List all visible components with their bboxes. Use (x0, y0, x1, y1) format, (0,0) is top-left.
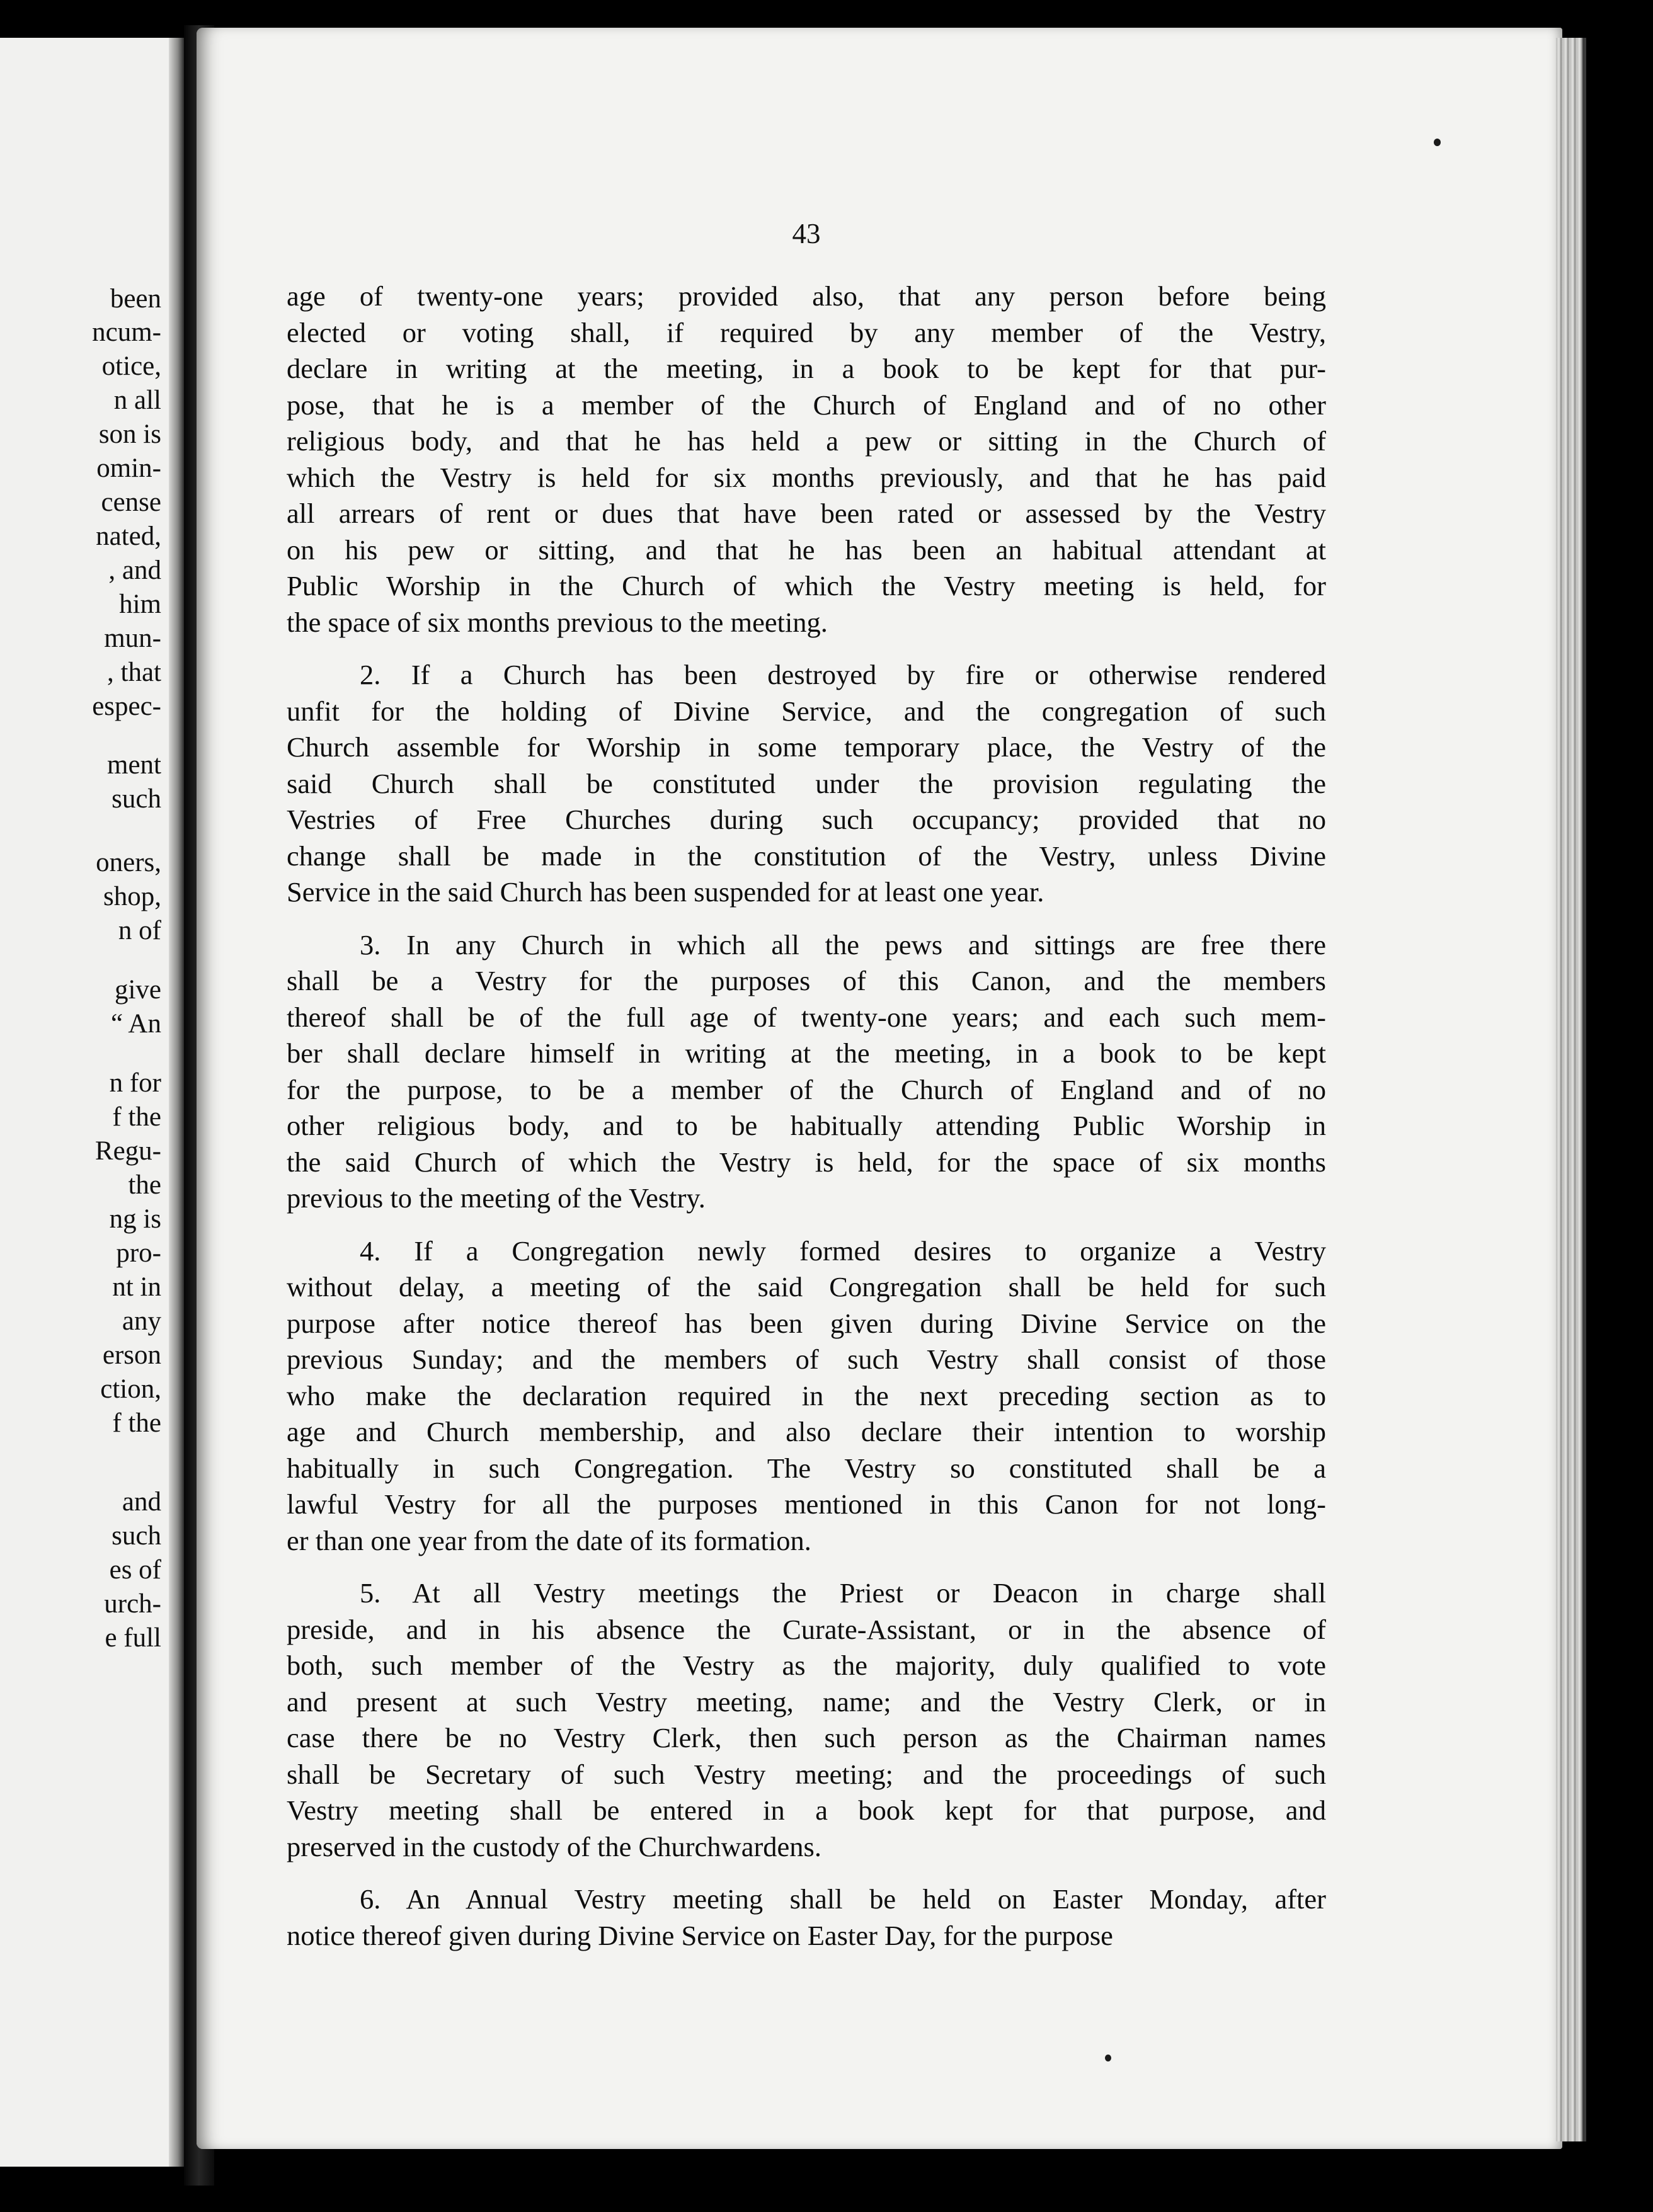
text-line: age and Church membership, and also declare their intention to worship (287, 1416, 1326, 1447)
text-line: preside, and in his absence the Curate-Assistant, or in the absence of (287, 1613, 1326, 1645)
facing-page-line: nated, (96, 522, 161, 551)
facing-page-line: urch- (104, 1589, 161, 1619)
text-line: Service in the said Church has been suspended for at least one year. (287, 876, 1044, 908)
facing-page-line: give (114, 975, 161, 1005)
facing-page-line: such (112, 1521, 161, 1551)
text-line: other religious body, and to be habitually attending Public Worship in (287, 1110, 1326, 1141)
text-line: 6. An Annual Vestry meeting shall be held on Easter Monday, after (360, 1883, 1326, 1915)
facing-page-line: ction, (100, 1374, 161, 1404)
text-line: without delay, a meeting of the said Congregation shall be held for such (287, 1271, 1326, 1303)
facing-page-line: otice, (101, 351, 161, 381)
facing-page-line: n of (118, 916, 161, 945)
facing-page-line: and (122, 1487, 161, 1517)
text-line: pose, that he is a member of the Church of England and of no other (287, 389, 1326, 421)
text-line: all arrears of rent or dues that have been rated or assessed by the Vestry (287, 498, 1326, 529)
paragraph (287, 278, 1326, 641)
text-line: Vestry meeting shall be entered in a book kept for that purpose, and (287, 1794, 1326, 1826)
facing-page-line: , and (108, 556, 161, 585)
text-line: habitually in such Congregation. The Vestry so constituted shall be a (287, 1452, 1326, 1484)
paragraph (287, 657, 1326, 911)
paragraph (287, 1881, 1326, 1954)
facing-page-line: f the (112, 1102, 161, 1132)
text-line: the said Church of which the Vestry is held, for the space of six months (287, 1146, 1326, 1178)
page-edges (1556, 38, 1586, 2141)
facing-page-line: es of (109, 1555, 161, 1585)
text-line: 5. At all Vestry meetings the Priest or Deacon in charge shall (360, 1577, 1326, 1609)
facing-page-line: the (128, 1170, 161, 1200)
text-line: previous to the meeting of the Vestry. (287, 1182, 706, 1214)
text-line: previous Sunday; and the members of such Vestry shall consist of those (287, 1343, 1326, 1375)
text-line: er than one year from the date of its formation. (287, 1524, 811, 1556)
facing-page-line: shop, (103, 882, 161, 911)
facing-page-line: , that (107, 658, 161, 687)
text-line: Vestries of Free Churches during such occupancy; provided that no (287, 804, 1326, 835)
facing-page-line: omin- (96, 453, 161, 483)
paragraph (287, 1233, 1326, 1559)
text-line: ber shall declare himself in writing at the meeting, in a book to be kept (287, 1037, 1326, 1069)
facing-page-line: “ An (110, 1009, 161, 1039)
facing-page-line: n all (113, 385, 161, 415)
text-line: who make the declaration required in the next preceding section as to (287, 1379, 1326, 1411)
facing-page-line: n for (109, 1068, 161, 1098)
text-line: shall be Secretary of such Vestry meeting; and the proceedings of such (287, 1758, 1326, 1790)
facing-page-line: ment (107, 750, 161, 780)
text-line: case there be no Vestry Clerk, then such person as the Chairman names (287, 1722, 1326, 1753)
facing-page-line: any (122, 1306, 161, 1336)
text-line: notice thereof given during Divine Service on Easter Day, for the purpose (287, 1919, 1113, 1951)
text-line: elected or voting shall, if required by any member of the Vestry, (287, 316, 1326, 348)
paragraph (287, 927, 1326, 1217)
facing-page-line: son is (98, 419, 161, 449)
facing-page-line: pro- (116, 1238, 161, 1268)
facing-page-line: f the (112, 1408, 161, 1438)
text-line: lawful Vestry for all the purposes mentioned in this Canon for not long- (287, 1488, 1326, 1520)
text-line: Church assemble for Worship in some temporary place, the Vestry of the (287, 731, 1326, 763)
text-line: thereof shall be of the full age of twenty-one years; and each such mem- (287, 1001, 1326, 1033)
text-line: on his pew or sitting, and that he has been an habitual attendant at (287, 533, 1326, 566)
facing-page-line: cense (101, 487, 161, 517)
facing-page-line: ncum- (92, 317, 161, 347)
facing-page-line: ng is (109, 1204, 161, 1234)
facing-page-line: been (110, 284, 161, 314)
facing-page-line: such (112, 784, 161, 814)
facing-page-line: oners, (96, 848, 161, 877)
text-line: 2. If a Church has been destroyed by fire or otherwise rendered (360, 659, 1326, 690)
text-line: for the purpose, to be a member of the Church of England and of no (287, 1073, 1326, 1105)
facing-page-line: espec- (92, 692, 161, 721)
text-line: unfit for the holding of Divine Service, and the congregation of such (287, 695, 1326, 727)
text-line: which the Vestry is held for six months previously, and that he has paid (287, 461, 1326, 493)
paragraph (287, 1575, 1326, 1865)
text-line: age of twenty-one years; provided also, that any person before being (287, 280, 1326, 312)
text-line: declare in writing at the meeting, in a book to be kept for that pur- (287, 353, 1326, 384)
facing-page-line: nt in (112, 1272, 161, 1302)
facing-page-fragment (0, 38, 188, 2167)
text-line: both, such member of the Vestry as the majority, duly qualified to vote (287, 1650, 1326, 1681)
text-line: Public Worship in the Church of which the Vestry meeting is held, for (287, 570, 1326, 601)
facing-page-line: erson (102, 1340, 161, 1370)
facing-page-line: him (119, 590, 161, 619)
facing-page-line: e full (105, 1623, 161, 1653)
text-line: and present at such Vestry meeting, name; and the Vestry Clerk, or in (287, 1685, 1326, 1718)
ink-speck (1105, 2055, 1111, 2061)
text-line: the space of six months previous to the meeting. (287, 606, 828, 638)
facing-page-gutter (169, 38, 184, 2167)
text-line: religious body, and that he has held a pew or sitting in the Church of (287, 425, 1326, 457)
facing-page-line: mun- (104, 624, 161, 653)
text-line: said Church shall be constituted under the provision regulating the (287, 767, 1326, 799)
text-line: change shall be made in the constitution of the Vestry, unless Divine (287, 840, 1326, 872)
ink-speck (1434, 139, 1441, 146)
facing-page-line: Regu- (94, 1136, 161, 1166)
text-line: purpose after notice thereof has been given during Divine Service on the (287, 1307, 1326, 1339)
text-line: 4. If a Congregation newly formed desires to organize a Vestry (360, 1234, 1326, 1267)
text-line: preserved in the custody of the Churchwardens. (287, 1830, 821, 1862)
text-line: shall be a Vestry for the purposes of this Canon, and the members (287, 965, 1326, 996)
page-body-text (287, 278, 1326, 1970)
page-number: 43 (792, 218, 821, 249)
text-line: 3. In any Church in which all the pews and sittings are free there (360, 928, 1326, 961)
